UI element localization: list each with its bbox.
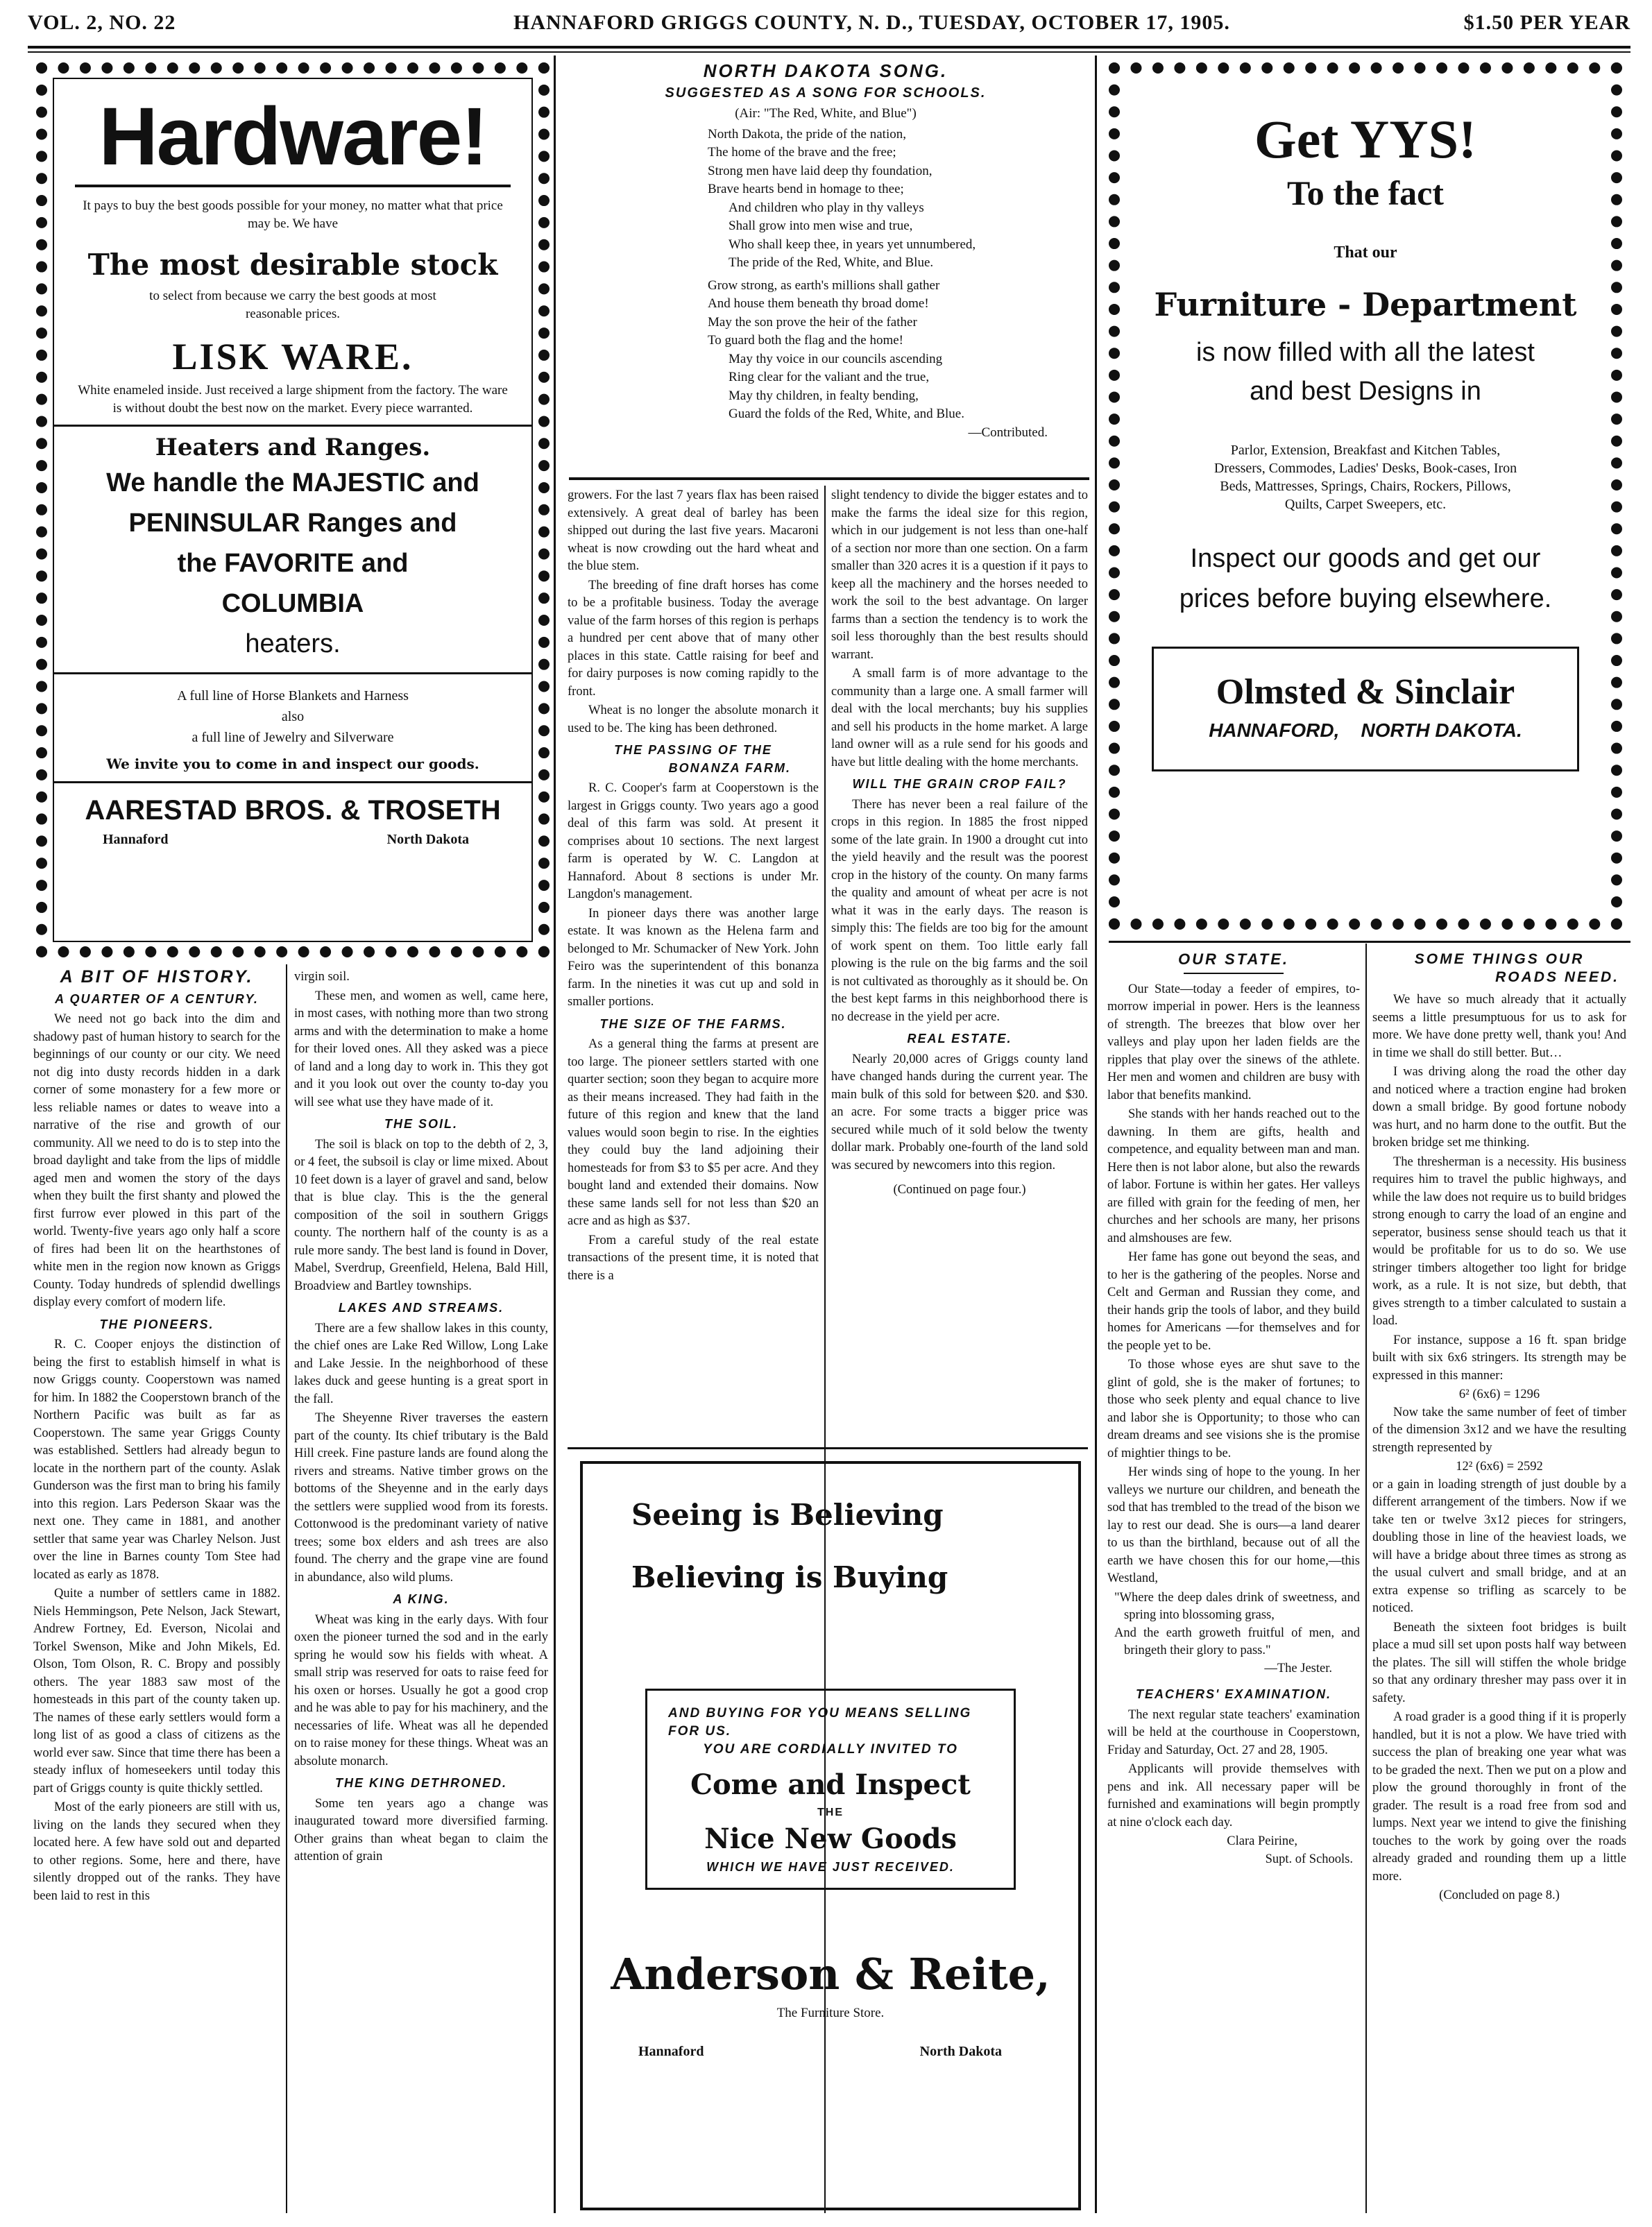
crops-column bbox=[831, 487, 1088, 1437]
quote-line: "Where the deep dales drink of sweetness, and spring into blossoming grass, bbox=[1114, 1590, 1360, 1622]
song-rule bbox=[569, 477, 1089, 480]
anderson-reite: Anderson & Reite, bbox=[611, 1949, 1050, 1999]
ranges-line: the FAVORITE and bbox=[177, 549, 409, 578]
king-heading: A KING. bbox=[393, 1592, 450, 1606]
masthead bbox=[28, 7, 1630, 46]
our-state-title: OUR STATE. bbox=[1178, 950, 1289, 968]
song-line: Brave hearts bend in homage to thee; bbox=[708, 182, 904, 196]
song-credit: —Contributed. bbox=[968, 425, 1048, 440]
column-rule bbox=[1365, 944, 1367, 2213]
lakes-paragraph: There are a few shallow lakes in this county, the chief ones are Lake Red Willow, Long Lake and Lake Jessie. In the neighborhood of these lakes duck and geese hunting is a great sport in the fall. bbox=[294, 1321, 548, 1406]
masthead-rule-thin bbox=[28, 51, 1630, 53]
song-line: The home of the brave and the free; bbox=[708, 145, 896, 160]
come-inspect-box bbox=[645, 1689, 1016, 1890]
furniture-ad-fact: To the fact bbox=[1287, 173, 1444, 212]
history-paragraph: These men, and women as well, came here, in most cases, with nothing more than two strong arms and with the determination to make a home for their loved ones. All they asked was a piece of land and a long day to work in. This they got and it you look out over the county to-day you will see what use they have made of it. bbox=[294, 989, 548, 1109]
history-column bbox=[33, 969, 280, 2210]
the-label: THE bbox=[817, 1807, 844, 1818]
song-line: To guard both the flag and the home! bbox=[708, 333, 904, 348]
hardware-firm-name: AARESTAD BROS. & TROSETH bbox=[85, 795, 501, 826]
song-line: May thy children, in fealty bending, bbox=[729, 388, 919, 403]
jewelry-line: a full line of Jewelry and Silverware bbox=[191, 730, 394, 745]
roads-paragraph: Now take the same number of feet of timber of the dimension 3x12 and we have the resulting strength represented by bbox=[1372, 1405, 1626, 1455]
furniture-inspect: prices before buying elsewhere. bbox=[1179, 584, 1552, 613]
song-line: May the son prove the heir of the father bbox=[708, 314, 917, 330]
volume-number: VOL. 2, NO. 22 bbox=[28, 11, 176, 34]
ad-state: North Dakota bbox=[919, 2044, 1002, 2059]
soil-column bbox=[294, 969, 548, 2210]
history-paragraph: R. C. Cooper enjoys the distinction of being the first to establish himself in what is now Griggs county. Cooperstown was named for him. In 1882 the Cooperstown branch of the Northern Pacific was built as far as Cooperstown. The same year Griggs County was established. Settlers had already begun to locate in the northern part of the county. Aslak Gunderson was the first man to bring his family into this region. Lars Pederson Skaar was the next one. They came in 1881, and another settler that same year was Charley Nelson. Just over the line in Barnes county Tom Stee had located as early as 1878. bbox=[33, 1338, 280, 1582]
invited-line: YOU ARE CORDIALLY INVITED TO bbox=[703, 1742, 958, 1757]
roads-title: SOME THINGS OUR bbox=[1414, 951, 1585, 967]
soil-paragraph: The soil is black on top to the debth of 2, 3, or 4 feet, the subsoil is clay or lime mixed. About 10 feet down is a layer of gravel and sand, below that is blue clay. This is the the general composition of the soil in southern Griggs county. The northern half of the county is as a rule more sandy. The best land is found in Dover, Mabel, Sverdrup, Greenfield, Helena, Bald Hill, Broadview and Bartley townships. bbox=[294, 1137, 548, 1293]
our-state-paragraph: Her winds sing of hope to the young. In her valleys we nurture our children, and beneath the sod that has trembled to the tread of the bison we lay to rest our dead. She is ours—a land dearer to us than the birthland, because out of all the earth we have chosen this for our home,—this Westland, bbox=[1107, 1465, 1360, 1585]
concluded-notice: (Concluded on page 8.) bbox=[1439, 1888, 1560, 1902]
furniture-items: Parlor, Extension, Breakfast and Kitchen Tables, Dressers, Commodes, Ladies' Desks, Book-cases, Iron Beds, Mattresses, Springs, Chairs, Rockers, Pillows, Quilts, Carpet Sweepers, etc. bbox=[1214, 443, 1517, 512]
farming-paragraph: growers. For the last 7 years flax has been raised extensively. A great deal of barley has been shipped out during the last five years. Macaroni wheat is now crowding out the hard wheat and the blue stem. bbox=[568, 488, 819, 573]
hardware-title: Hardware! bbox=[99, 91, 487, 182]
history-title: A BIT OF HISTORY. bbox=[60, 969, 254, 987]
our-state-paragraph: Our State—today a feeder of empires, to-morrow imperial in power. Hers is the leanness of strength. The breezes that blow over her valleys and play upon her laden fields are the ripples that play over the sinews of the athlete. Her men and women and children are busy with labor that benefits mankind. bbox=[1107, 982, 1360, 1102]
dethroned-heading: THE KING DETHRONED. bbox=[334, 1776, 507, 1790]
history-paragraph: Quite a number of settlers came in 1882. Niels Hemmingson, Pete Nelson, Jack Stewart, Andrew Fortney, Ed. Everson, Nicolai and Torkel Swenson, Mike and John Mikels, Ed. Olson, Tom Olson, R. C. Bropy and possibly others. The year 1883 saw most of the homesteads in this part of the county taken up. The names of these early settlers would form a long list of as good a class of citizens as the world ever saw. Since that time there has been a steady influx of homeseekers until today this part of Griggs county is quite thickly settled. bbox=[33, 1587, 280, 1795]
history-subtitle: A QUARTER OF A CENTURY. bbox=[55, 991, 259, 1006]
exam-paragraph: The next regular state teachers' examination will be held at the courthouse in Cooperstown, Friday and Saturday, Oct. 27 and 28, 1905. bbox=[1107, 1707, 1360, 1757]
hardware-town: Hannaford bbox=[103, 832, 169, 847]
exam-paragraph: Applicants will provide themselves with pens and ink. All necessary paper will be furnished and examinations will begin promptly at nine o'clock each day. bbox=[1107, 1762, 1360, 1829]
ranges-line: heaters. bbox=[245, 629, 341, 658]
farm-size-paragraph: slight tendency to divide the bigger estates and to make the farms the ideal size for this region, which in our judgement is not less than one-half of a section nor more than one section. On a farm smaller than 320 acres it is a question if it pays to keep all the machinery and the horses needed to work the soil to the best advantage. On larger farms than a section the tendency is to work the soil less thoroughly than the best results should warrant. bbox=[831, 488, 1088, 662]
believing-buying: Believing is Buying bbox=[631, 1560, 948, 1594]
farming-column bbox=[568, 487, 819, 1437]
roads-paragraph: A road grader is a good thing if it is properly handled, but it is not a plow. We have tried with success the plan of breaking one year what was to be graded the next. Then we put on a plow and plow the ground thoroughly in front of the grader. The result is a road free from sod and lumps. Next year we intend to give the finishing touches to the work by going over the roads already graded and rounding them up a little more. bbox=[1372, 1710, 1626, 1884]
song-line: And house them beneath thy broad dome! bbox=[708, 296, 929, 311]
column-rule bbox=[286, 964, 287, 2213]
roads-paragraph: I was driving along the road the other day and noticed where a traction engine had broken down a small bridge. By good fortune nobody was hurt, and no harm done to the outfit. But the broken bridge set me thinking. bbox=[1372, 1065, 1626, 1150]
song-line: May thy voice in our councils ascending bbox=[729, 351, 943, 366]
furniture-filled: is now filled with all the latest bbox=[1196, 338, 1535, 367]
roads-paragraph: The thresherman is a necessity. His business requires him to travel the public highways, and while the law does not require us to build bridges strong enough to carry the load of an engine and seperator, business sense should teach us that it would be profitable for us to do so. We use stringer timbers altogether too light for bridge work, as a rule. It is not size, but debth, that gives strength to a timber calculated to sustain a load. bbox=[1372, 1154, 1626, 1328]
received-line: WHICH WE HAVE JUST RECEIVED. bbox=[706, 1860, 955, 1874]
ranges-line: We handle the MAJESTIC and bbox=[106, 468, 479, 497]
harness-line: A full line of Horse Blankets and Harness bbox=[177, 688, 409, 703]
crop-paragraph: There has never been a real failure of the crops in this region. In 1885 the frost nipped some of the late grain. In 1900 a drought cut into the yield heavily and the result was the poorest crop in the history of the county. On many farms the quality and amount of wheat per acre is not what it was in the early days. The reason is simply this: The fields are too big for the amount of work spent on them. Too little early fall plowing is the rule on the big farms and the soil is not cultivated as thoroughly as it should be. On the best kept farms in this neighborhood there is no decrease in the yield per acre. bbox=[831, 797, 1088, 1024]
furniture-firm-name: Olmsted & Sinclair bbox=[1216, 672, 1515, 712]
our-state-column bbox=[1107, 948, 1360, 2210]
song-line: Strong men have laid deep thy foundation, bbox=[708, 163, 933, 178]
bonanza-paragraph: In pioneer days there was another large estate. It was known as the Helena farm and belonged to Mr. Schumacker of New York. John Feiro was the superintendent of this bonanza farm. In the nineties it was cut up and sold in smaller portions. bbox=[568, 906, 819, 1009]
farm-size-paragraph: As a general thing the farms at present are too large. The pioneer settlers started with one quarter section; soon they began to acquire more as their means increased. They had faith in the future of this region and knew that the land values would soon begin to rise. In the eighties they could buy the land adjoining their homesteads for from $3 to $5 per acre. And they bought land and extended their domains. Now these same lands sell for not less than $20 an acre and as high as $37. bbox=[568, 1037, 819, 1228]
bonanza-paragraph: R. C. Cooper's farm at Cooperstown is the largest in Griggs county. Two years ago a good deal of this farm was sold. At present it comprises about 10 sections. The next largest farm is operated by W. C. Langdon at Hannaford. About 8 sections is under Mr. Langdon's management. bbox=[568, 781, 819, 901]
roads-title: ROADS NEED. bbox=[1495, 969, 1619, 985]
lisk-ware-heading: LISK WARE. bbox=[172, 336, 414, 377]
ranges-heading: Heaters and Ranges. bbox=[155, 434, 431, 461]
our-state-paragraph: She stands with her hands reached out to the dawning. In them are gifts, health and competence, and equality between man and man. Here then is not labor alone, but also the rewards of labor. Fortune is within her gates. Her valleys are filled with grain for the feeding of men, her churches and her schools are many, her prisons and almshouses are few. bbox=[1107, 1107, 1360, 1245]
buying-line: AND BUYING FOR YOU MEANS SELLING FOR US. bbox=[668, 1706, 972, 1739]
ranges-line: COLUMBIA bbox=[221, 589, 364, 618]
bonanza-heading: BONANZA FARM. bbox=[668, 760, 791, 775]
pioneers-heading: THE PIONEERS. bbox=[99, 1317, 214, 1331]
ad-rule bbox=[568, 1447, 1088, 1449]
roads-equation: 6² (6x6) = 1296 bbox=[1458, 1388, 1540, 1401]
real-estate-heading: REAL ESTATE. bbox=[907, 1032, 1012, 1046]
roads-paragraph: For instance, suppose a 16 ft. span bridge built with six 6x6 stringers. Its strength may be expressed in this manner: bbox=[1372, 1333, 1626, 1383]
subscription-price: $1.50 PER YEAR bbox=[1463, 11, 1630, 34]
roads-equation: 12² (6x6) = 2592 bbox=[1456, 1460, 1543, 1474]
song-line: And children who play in thy valleys bbox=[729, 200, 924, 215]
history-continued: virgin soil. bbox=[294, 970, 350, 984]
furniture-department: Furniture - Department bbox=[1154, 286, 1577, 323]
continued-notice: (Continued on page four.) bbox=[893, 1183, 1026, 1197]
dethroned-paragraph: Some ten years ago a change was inaugurated toward more diversified farming. Other grains than wheat began to claim the attention of grain bbox=[294, 1796, 548, 1863]
harness-line: also bbox=[281, 709, 305, 724]
song-line: Shall grow into men wise and true, bbox=[729, 219, 913, 233]
lakes-heading: LAKES AND STREAMS. bbox=[338, 1301, 504, 1315]
farming-paragraph: Wheat is no longer the absolute monarch it used to be. The king has been dethroned. bbox=[568, 703, 819, 735]
song-line: Ring clear for the valiant and the true, bbox=[729, 370, 930, 384]
history-paragraph: Most of the early pioneers are still with us, living on the lands they secured when they located here. A few have sold out and departed to other regions. Some, here and there, have silently dropped out of the ranks. They have been laid to rest in this bbox=[33, 1800, 280, 1903]
crop-heading: WILL THE GRAIN CROP FAIL? bbox=[852, 777, 1067, 791]
soil-heading: THE SOIL. bbox=[384, 1117, 458, 1131]
column-rule bbox=[554, 56, 556, 2213]
farm-size-heading: THE SIZE OF THE FARMS. bbox=[599, 1016, 787, 1031]
song-title: NORTH DAKOTA SONG. bbox=[703, 60, 948, 81]
hardware-ad bbox=[53, 78, 533, 942]
stock-text: to select from because we carry the best goods at most reasonable prices. bbox=[149, 289, 436, 321]
song-section bbox=[569, 60, 1082, 476]
farm-size-paragraph: A small farm is of more advantage to the community than a large one. A small farmer will deal with the local merchants; buy his supplies and sell his products in the home market. A large land owner will as a rule send for his goods and have but little dealing with the home merchants. bbox=[831, 667, 1088, 769]
exam-heading: TEACHERS' EXAMINATION. bbox=[1136, 1687, 1331, 1701]
seeing-believing: Seeing is Believing bbox=[631, 1498, 944, 1532]
come-inspect: Come and Inspect bbox=[690, 1768, 971, 1801]
masthead-rule bbox=[28, 46, 1630, 49]
furniture-filled: and best Designs in bbox=[1250, 377, 1481, 406]
exam-signature: Clara Peirine, bbox=[1227, 1834, 1297, 1848]
right-rule bbox=[1109, 941, 1630, 943]
nice-new-goods: Nice New Goods bbox=[704, 1823, 957, 1855]
furniture-place: HANNAFORD, NORTH DAKOTA. bbox=[1209, 719, 1522, 741]
song-line: Guard the folds of the Red, White, and Blue. bbox=[729, 407, 964, 421]
song-line: North Dakota, the pride of the nation, bbox=[708, 126, 906, 142]
song-line: The pride of the Red, White, and Blue. bbox=[729, 255, 934, 270]
song-air: (Air: "The Red, White, and Blue") bbox=[735, 106, 917, 121]
farm-size-paragraph: From a careful study of the real estate transactions of the present time, it is noted that there is a bbox=[568, 1233, 819, 1283]
furniture-ad bbox=[1138, 90, 1593, 902]
bonanza-heading: THE PASSING OF THE bbox=[614, 743, 772, 757]
song-line: Who shall keep thee, in years yet unnumbered, bbox=[729, 237, 976, 252]
song-subtitle: SUGGESTED AS A SONG FOR SCHOOLS. bbox=[665, 85, 987, 101]
furniture-inspect: Inspect our goods and get our bbox=[1190, 544, 1541, 573]
invite-line: We invite you to come in and inspect our goods. bbox=[106, 756, 479, 772]
olmsted-sinclair-box bbox=[1152, 647, 1579, 771]
ranges-line: PENINSULAR Ranges and bbox=[128, 509, 457, 538]
roads-column bbox=[1372, 948, 1626, 2210]
column-rule bbox=[1095, 56, 1097, 2213]
ad-town: Hannaford bbox=[638, 2044, 704, 2059]
furniture-ad-title: Get YYS! bbox=[1254, 109, 1476, 169]
dateline: HANNAFORD GRIGGS COUNTY, N. D., TUESDAY, OCTOBER 17, 1905. bbox=[513, 11, 1230, 34]
real-estate-paragraph: Nearly 20,000 acres of Griggs county land have changed hands during the current year. The main bulk of this sold for between $20. and $30. an acre. For some tracts a bigger price was secured while much of it sold below the twenty dollar mark. Probably one-fourth of the land sold was secured by newcomers into this region. bbox=[831, 1052, 1088, 1172]
seeing-ad bbox=[580, 1461, 1081, 2210]
hardware-state: North Dakota bbox=[386, 832, 469, 847]
lisk-ware-text: White enameled inside. Just received a large shipment from the factory. The ware is without doubt the best now on the market. Every piece warranted. bbox=[78, 383, 508, 416]
furniture-ad-that: That our bbox=[1334, 244, 1397, 262]
quote-line: And the earth groweth fruitful of men, and bringeth their glory to pass." bbox=[1114, 1626, 1360, 1657]
farming-paragraph: The breeding of fine draft horses has come to be a profitable business. Today the average value of the farm horses of this region is perhaps a hundred per cent above that of many other places in this state. Cattle raising for beef and for dairy purposes is now coming rapidly to the front. bbox=[568, 578, 819, 699]
our-state-paragraph: To those whose eyes are shut save to the glint of gold, she is the maker of fortunes; to those who seek plenty and equal chance to live and labor she is Opportunity; to those who can dream dreams and see visions she is the promise of mightier things to be. bbox=[1107, 1358, 1360, 1460]
roads-paragraph: We have so much already that it actually seems a little presumptuous for us to ask for more. We have done pretty well, thank you! And in time we shall do still better. But… bbox=[1372, 993, 1626, 1060]
song-line: Grow strong, as earth's millions shall gather bbox=[708, 278, 940, 293]
history-paragraph: We need not go back into the dim and shadowy past of human history to search for the beginnings of our county or our city. We need not dig into dusty records hidden in a dark corner of some monastery for a few more or less reliable names or dates to weave into a narrative of the rise and growth of our community. All we need to do is to step into the broad daylight and take from the lips of middle aged men and women the story of the days when they built the first shanty and plowed the first furrow ever plowed in this part of the world. Twenty-five years ago only half a score of fires had been lit on the hearthstones of white men in the region now known as Griggs County. Today hundreds of splendid dwellings display every comfort of modern life. bbox=[33, 1012, 280, 1309]
our-state-paragraph: Her fame has gone out beyond the seas, and to her is the gathering of the peoples. Norse and Celt and German and Russian they come, and their hands grip the tools of labor, and they build homes for Americans —for themselves and for the people yet to be. bbox=[1107, 1250, 1360, 1353]
furniture-store: The Furniture Store. bbox=[776, 2006, 885, 2020]
roads-paragraph: Beneath the sixteen foot bridges is built place a mud sill set upon posts half way between the plates. The sill will stiffen the whole bridge so that any ordinary thresher may pass over it in safety. bbox=[1372, 1620, 1626, 1705]
hardware-intro: It pays to buy the best goods possible for your money, no matter what that price may be. We have bbox=[83, 198, 503, 231]
stock-heading: The most desirable stock bbox=[87, 248, 498, 282]
king-paragraph: Wheat was king in the early days. With four oxen the pioneer turned the sod and in the early spring he would sow his fields with wheat. A small strip was reserved for oats to raise feed for his oxen or horses. Usually he got a good crop and he was able to pay for his machinery, and the necessaries of life. Wheat was all he depended on to raise money for these things. Wheat was an absolute monarch. bbox=[294, 1612, 548, 1768]
exam-signature: Supt. of Schools. bbox=[1265, 1852, 1353, 1866]
roads-paragraph: or a gain in loading strength of just double by a different arrangement of the timbers. Now if we take ten or twelve 3x12 pieces for stringers, doubling those in line of the heaviest loads, we will have a bridge about three times as strong as the usual culvert and small bridge, and at an extra expense so trifling as scarcely to be noticed. bbox=[1372, 1477, 1626, 1615]
jester-credit: —The Jester. bbox=[1264, 1661, 1332, 1675]
lakes-paragraph: The Sheyenne River traverses the eastern part of the county. Its chief tributary is the Bald Hill creek. Fine pasture lands are found along the rivers and streams. Native timber grows on the bottoms of the Sheyenne and in the early days the settlers were supplied wood from its forests. Cottonwood is the predominant variety of native trees; some box elders and ash trees are also found. The cherry and the grape vine are found in abundance, also wild plums. bbox=[294, 1411, 548, 1585]
